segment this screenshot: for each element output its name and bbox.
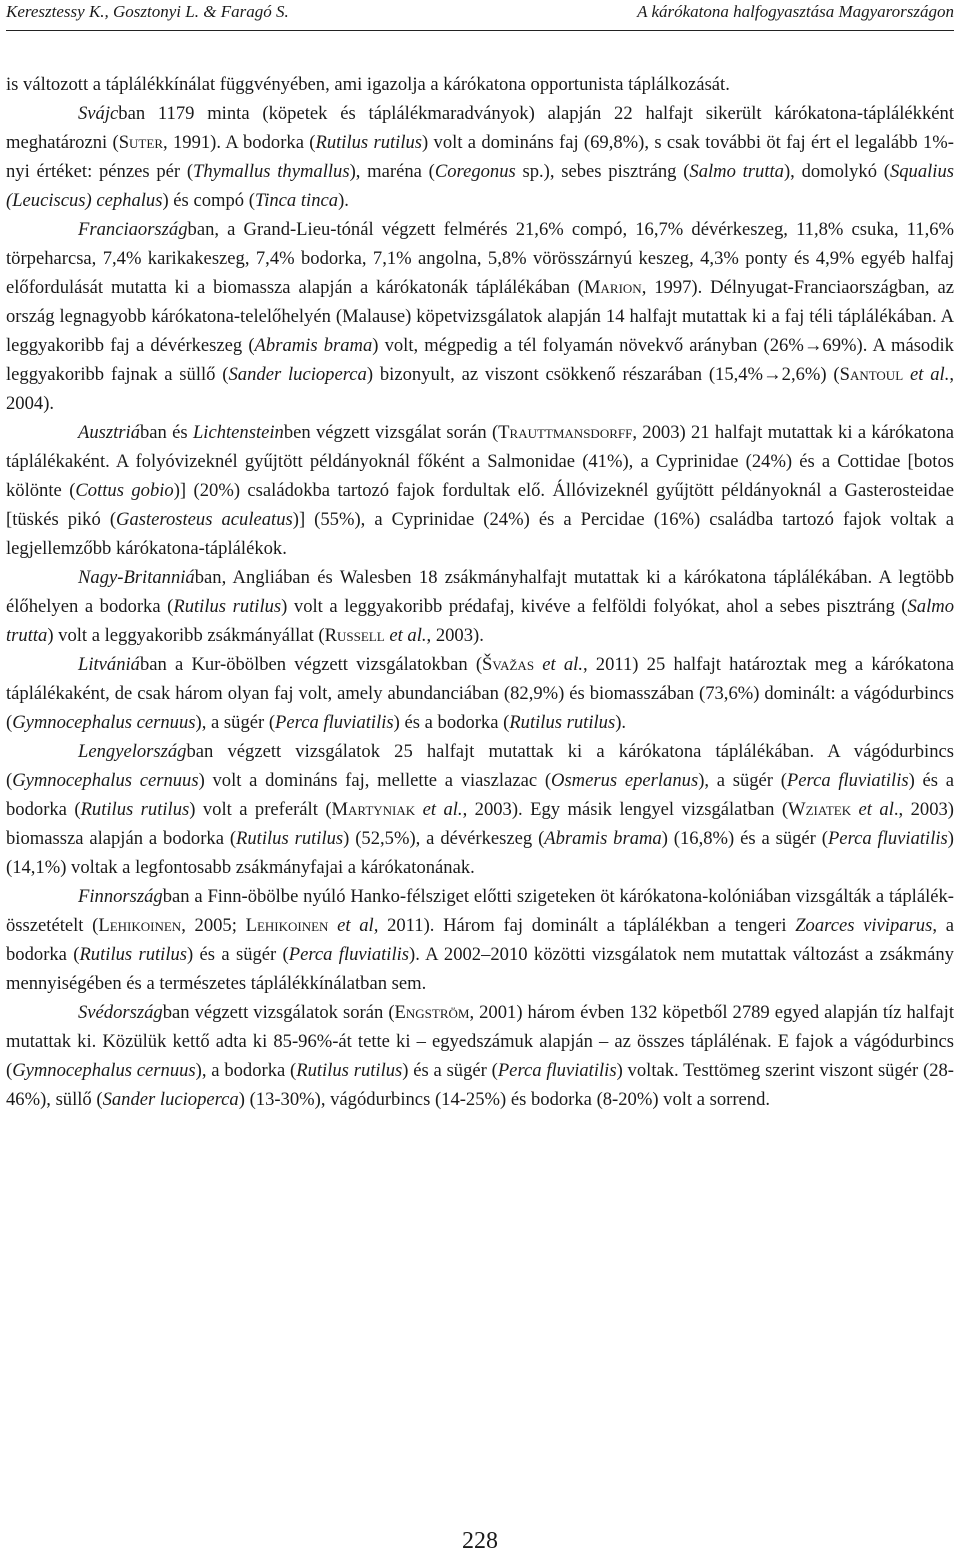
- text-run: ban, a Grand-Lieu-tónál végzett felmérés 21,6% compó, 16,7% dévérkeszeg, 11,8% csuka, 11,6% törpeharcsa, 7,4% karikakeszeg, 7,4% bodorka, 7,1% angolna, 5,8% vörösszárnyú keszeg, 4,3% ponty és 4,9% egyéb halfaj előfordulását mutatta ki a biomassza alapján a kárókatonák táplálékában (M: [6, 219, 954, 298]
- italic-text: Ausztriá: [78, 422, 140, 443]
- italic-text: Perca fluviatilis: [497, 1060, 617, 1081]
- paragraph: [6, 215, 954, 418]
- text-run: ) és a sügér (: [402, 1060, 498, 1081]
- italic-text: et al.: [909, 364, 950, 385]
- author-name-smallcaps: ngström: [405, 1002, 470, 1023]
- text-run: )] (55%), a Cyprinidae (24%) és a Percidae (16%) családba tartozó fajok voltak a legjellemzőbb kárókatona-táplálékok.: [6, 509, 954, 559]
- italic-text: Perca fluviatilis: [827, 828, 948, 849]
- author-name-smallcaps: ussell: [337, 625, 385, 646]
- text-run: , 2003) 21 halfajt mutattak ki a kárókatona táplálékaként. A folyóvizeknél gyűjtött példányoknál főként a Salmonidae (41%), a Cyprinidae (24%) és a Cottidae [botos kölönte (: [6, 422, 954, 501]
- text-run: ) volt a domináns faj (69,8%), s csak további öt faj ért el legalább 1%-nyi értéket: pénzes pér (: [6, 132, 954, 182]
- italic-text: et al.: [422, 799, 463, 820]
- header-rule: [6, 30, 954, 31]
- italic-text: et al: [858, 799, 894, 820]
- italic-text: Sander lucioperca: [102, 1089, 239, 1110]
- text-run: sp.), sebes pisztráng (: [515, 161, 690, 182]
- text-run: ).: [615, 712, 627, 733]
- italic-text: Perca fluviatilis: [288, 944, 410, 965]
- text-run: ) bizonyult, az viszont csökkenő részarában (15,4%→2,6%) (S: [366, 364, 850, 385]
- italic-text: Tinca tinca: [254, 190, 339, 211]
- text-run: is változott a táplálékkínálat függvényében, ami igazolja a kárókatona opportunista táplálkozását.: [6, 74, 730, 95]
- italic-text: Salmo trutta: [689, 161, 784, 182]
- author-name-smallcaps: ziatek: [805, 799, 852, 820]
- italic-text: Nagy-Britanniá: [78, 567, 195, 588]
- italic-text: Cottus gobio: [75, 480, 174, 501]
- italic-text: Litvániá: [78, 654, 140, 675]
- text-run: ) volt a leggyakoribb prédafaj, kivéve a felföldi folyókat, ahol a sebes pisztráng (: [281, 596, 908, 617]
- text-run: 2011). Három faj dominált a táplálékban a tengeri: [378, 915, 796, 936]
- body-text: [6, 70, 954, 1114]
- text-run: ) és compó (: [162, 190, 255, 211]
- italic-text: Franciaország: [78, 219, 188, 240]
- italic-text: Squalius (Leuciscus) cephalus: [6, 161, 954, 211]
- text-run: ) volt a leggyakoribb zsákmányállat (R: [47, 625, 337, 646]
- text-run: ban a Finn-öbölbe nyúló Hanko-félsziget előtti szigeteken öt kárókatona-kolóniában vizsgálták a táplálék-összetételt (L: [6, 886, 954, 936]
- text-run: ban végzett vizsgálatok 25 halfajt mutattak ki a kárókatona táplálékában. A vágódurbincs (: [6, 741, 954, 791]
- italic-text: Rutilus rutilus: [236, 828, 344, 849]
- text-run: ) volt, mégpedig a tél folyamán növekvő arányban (26%→69%). A második leggyakoribb fajnak a süllő (: [6, 335, 954, 385]
- italic-text: Abramis brama: [544, 828, 662, 849]
- paragraph: [6, 998, 954, 1114]
- text-run: ), a sügér (: [698, 770, 787, 791]
- text-run: [903, 364, 910, 385]
- italic-text: Rutilus rutilus: [80, 799, 190, 820]
- italic-text: Sander lucioperca: [228, 364, 367, 385]
- paragraph: [6, 737, 954, 882]
- italic-text: Osmerus eperlanus: [551, 770, 699, 791]
- text-run: [328, 915, 337, 936]
- paragraph: [6, 99, 954, 215]
- text-run: ) és a bodorka (: [6, 770, 954, 820]
- text-run: ) (14,1%) voltak a legfontosabb zsákmányfajai a kárókatonának.: [6, 828, 954, 878]
- italic-text: Coregonus: [434, 161, 516, 182]
- text-run: ) (16,8%) és a sügér (: [661, 828, 828, 849]
- author-name-smallcaps: ehikoinen: [256, 915, 329, 936]
- italic-text: Zoarces viviparus: [795, 915, 933, 936]
- italic-text: Salmo trutta: [6, 596, 954, 646]
- text-run: ), a bodorka (: [195, 1060, 297, 1081]
- italic-text: Rutilus rutilus: [173, 596, 282, 617]
- text-run: ban, Angliában és Walesben 18 zsákmányhalfajt mutattak ki a kárókatona táplálékában. A legtöbb élőhelyen a bodorka (: [6, 567, 954, 617]
- header-title: A kárókatona halfogyasztása Magyarországon: [637, 2, 954, 21]
- italic-text: Rutilus rutilus: [315, 132, 423, 153]
- text-run: ban a Kur-öbölben végzett vizsgálatokban (Š: [139, 654, 493, 675]
- italic-text: Svájc: [78, 103, 119, 124]
- text-run: ben végzett vizsgálat során (T: [283, 422, 510, 443]
- author-name-smallcaps: antoul: [849, 364, 904, 385]
- page-number: 228: [462, 1528, 498, 1554]
- italic-text: Gasterosteus aculeatus: [116, 509, 293, 530]
- text-run: ) és a sügér (: [187, 944, 289, 965]
- author-name-smallcaps: arion: [600, 277, 642, 298]
- italic-text: Rutilus rutilus: [79, 944, 188, 965]
- text-run: , 1991). A bodorka (: [163, 132, 316, 153]
- text-run: , 2004).: [6, 364, 955, 414]
- text-run: , 1997). Délnyugat-Franciaországban, az ország legnagyobb kárókatona-telelőhelyén (Malause) köpetvizsgálatok alapján 14 halfajt mutattak ki a faj téli táplálékában. A leggyakoribb faj a dévérkeszeg (: [6, 277, 954, 356]
- text-run: ) voltak. Testtömeg szerint viszont sügér (28-46%), süllő (: [6, 1060, 954, 1110]
- paragraph: [6, 70, 954, 99]
- author-name-smallcaps: artyniak: [348, 799, 416, 820]
- italic-text: Perca fluviatilis: [786, 770, 909, 791]
- text-run: ) (52,5%), a dévérkeszeg (: [343, 828, 545, 849]
- italic-text: Rutilus rutilus: [509, 712, 616, 733]
- italic-text: Gymnocephalus cernuus: [12, 770, 199, 791]
- italic-text: Thymallus thymallus: [193, 161, 350, 182]
- author-name-smallcaps: važas: [492, 654, 535, 675]
- text-run: , 2003).: [426, 625, 484, 646]
- paragraph: [6, 563, 954, 650]
- text-run: ) és a bodorka (: [393, 712, 510, 733]
- text-run: ), a sügér (: [195, 712, 276, 733]
- header-authors: Keresztessy K., Gosztonyi L. & Faragó S.: [6, 2, 289, 21]
- italic-text: Gymnocephalus cernuus: [12, 1060, 196, 1081]
- paragraph: [6, 882, 954, 998]
- italic-text: Finnország: [78, 886, 163, 907]
- italic-text: Rutilus rutilus: [296, 1060, 403, 1081]
- text-run: ). A 2002–2010 közötti vizsgálatok nem mutattak változást a zsákmány mennyiségében és a természetes táplálékkínálatban sem.: [6, 944, 954, 994]
- italic-text: Lengyelország: [78, 741, 187, 762]
- text-run: ) (13-30%), vágódurbincs (14-25%) és bodorka (8-20%) volt a sorrend.: [238, 1089, 771, 1110]
- running-header: [6, 2, 954, 28]
- italic-text: et al.: [389, 625, 427, 646]
- paragraph: [6, 650, 954, 737]
- text-run: ), maréna (: [349, 161, 435, 182]
- text-run: , 2003). Egy másik lengyel vizsgálatban (W: [462, 799, 806, 820]
- text-run: , 2005; L: [181, 915, 257, 936]
- text-run: ban 1179 minta (köpetek és táplálékmaradványok) alapján 22 halfajt sikerült kárókatona-táplálékként meghatározni (S: [6, 103, 954, 153]
- italic-text: Gymnocephalus cernuus: [12, 712, 196, 733]
- text-run: ).: [338, 190, 349, 211]
- text-run: ), domolykó (: [783, 161, 890, 182]
- text-run: ban végzett vizsgálatok során (E: [162, 1002, 406, 1023]
- author-name-smallcaps: ehikoinen: [109, 915, 182, 936]
- text-run: , 2001) három évben 132 köpetből 2789 egyed alapján tíz halfajt mutattak ki. Közülük kettő adta ki 85-96%-át tette ki – egyedszámuk alapján – az összes táplálénak. E fajok a vágódurbincs (: [6, 1002, 954, 1081]
- paragraph: [6, 418, 954, 563]
- text-run: ) volt a preferált (M: [189, 799, 349, 820]
- italic-text: Lichtenstein: [192, 422, 284, 443]
- italic-text: et al,: [337, 915, 379, 936]
- text-run: ., 2003) biomassza alapján a bodorka (: [6, 799, 954, 849]
- text-run: ) volt a domináns faj, mellette a viaszlazac (: [198, 770, 552, 791]
- italic-text: Svédország: [78, 1002, 163, 1023]
- text-run: , 2011) 25 halfajt határoztak meg a kárókatona táplálékaként, de csak három olyan faj volt, amely abundanciában (82,9%) és biomasszában (73,6%) dominált: a vágódurbincs (: [6, 654, 954, 733]
- text-run: [851, 799, 858, 820]
- text-run: )] (20%) családokba tartozó fajok fordultak elő. Állóvizeknél gyűjtött példányoknál a Gasterosteidae [tüskés pikó (: [6, 480, 954, 530]
- author-name-smallcaps: rauttmansdorff: [509, 422, 633, 443]
- text-run: ban és: [140, 422, 193, 443]
- italic-text: Abramis brama: [254, 335, 373, 356]
- author-name-smallcaps: uter: [129, 132, 163, 153]
- text-run: , a bodorka (: [6, 915, 954, 965]
- italic-text: et al.: [542, 654, 583, 675]
- italic-text: Perca fluviatilis: [275, 712, 394, 733]
- text-run: [415, 799, 422, 820]
